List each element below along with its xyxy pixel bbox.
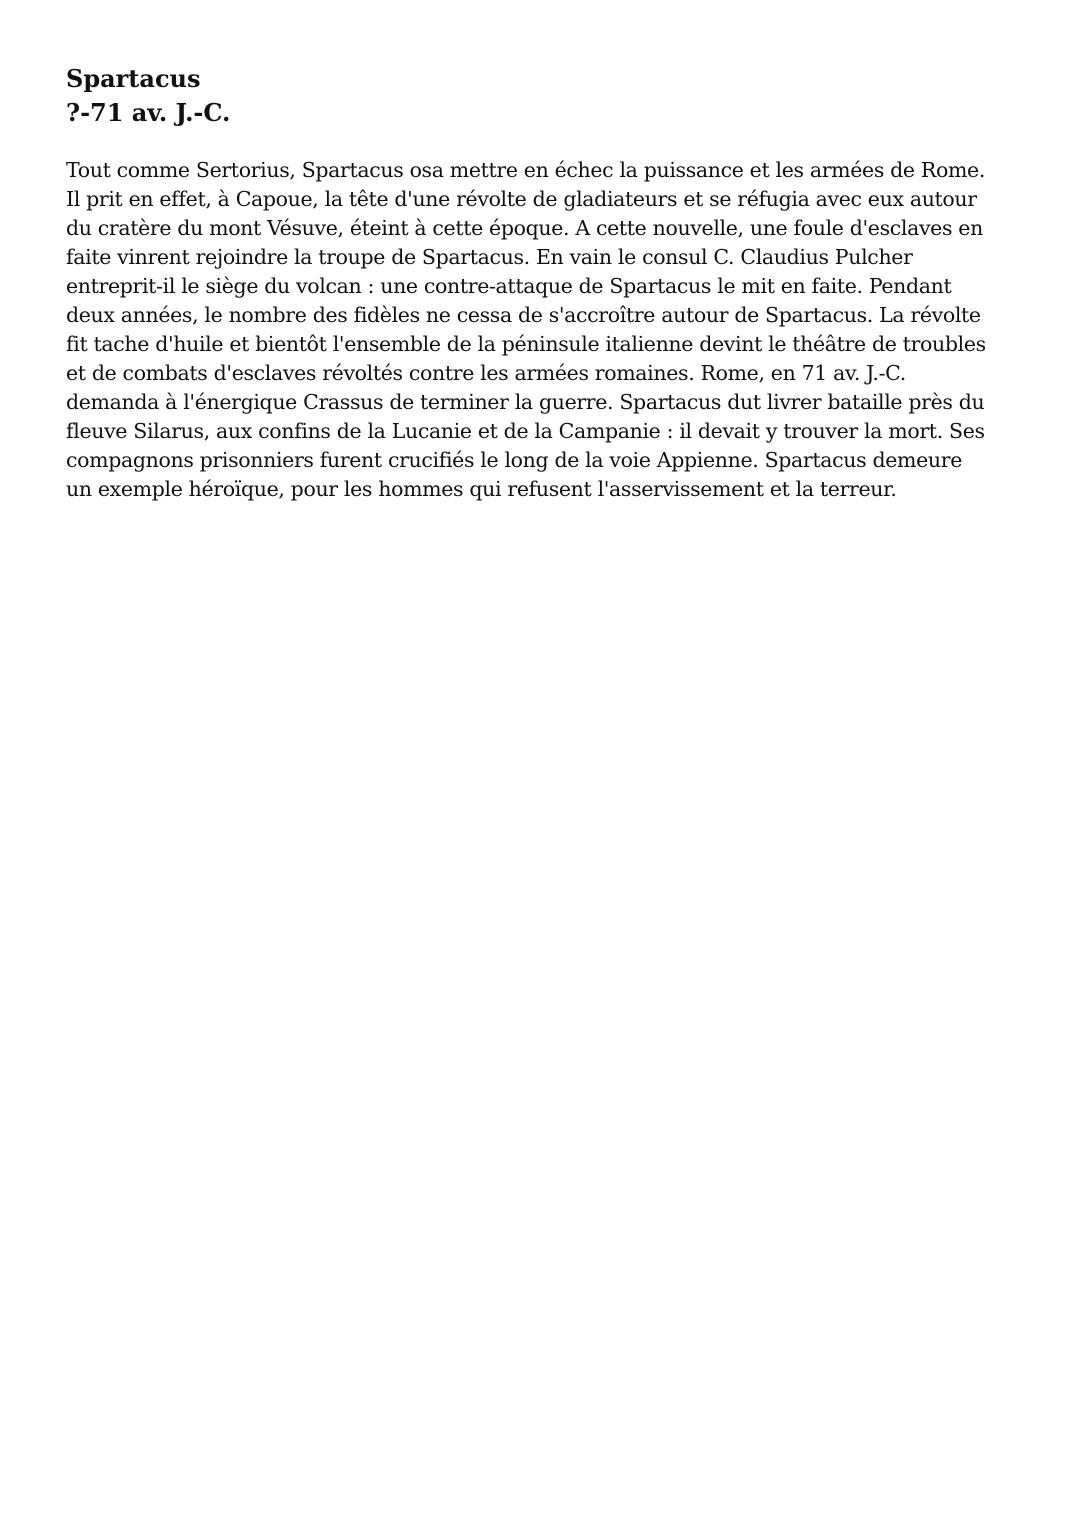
paragraph-line: et de combats d'esclaves révoltés contre les armées romaines. Rome, en 71 av. J.-C.: [66, 361, 906, 385]
document-page: [66, 62, 1026, 504]
paragraph-line: demanda à l'énergique Crassus de terminer la guerre. Spartacus dut livrer bataille près du: [66, 390, 985, 414]
paragraph-line: Tout comme Sertorius, Spartacus osa mettre en échec la puissance et les armées de Rome.: [66, 158, 985, 182]
document-heading: [66, 62, 1026, 130]
paragraph-line: entreprit-il le siège du volcan : une contre-attaque de Spartacus le mit en faite. Pendant: [66, 274, 952, 298]
heading-name: Spartacus: [66, 64, 201, 93]
paragraph-line: faite vinrent rejoindre la troupe de Spartacus. En vain le consul C. Claudius Pulcher: [66, 245, 913, 269]
paragraph-line: fit tache d'huile et bientôt l'ensemble de la péninsule italienne devint le théâtre de troubles: [66, 332, 986, 356]
paragraph-line: compagnons prisonniers furent crucifiés le long de la voie Appienne. Spartacus demeure: [66, 448, 962, 472]
article-paragraph: [66, 156, 1026, 504]
paragraph-line: du cratère du mont Vésuve, éteint à cette époque. A cette nouvelle, une foule d'esclaves en: [66, 216, 983, 240]
paragraph-line: Il prit en effet, à Capoue, la tête d'une révolte de gladiateurs et se réfugia avec eux autour: [66, 187, 977, 211]
paragraph-line: fleuve Silarus, aux confins de la Lucanie et de la Campanie : il devait y trouver la mort. Ses: [66, 419, 985, 443]
paragraph-line: deux années, le nombre des fidèles ne cessa de s'accroître autour de Spartacus. La révolte: [66, 303, 981, 327]
heading-dates: ?-71 av. J.-C.: [66, 98, 231, 127]
paragraph-line: un exemple héroïque, pour les hommes qui refusent l'asservissement et la terreur.: [66, 477, 897, 501]
